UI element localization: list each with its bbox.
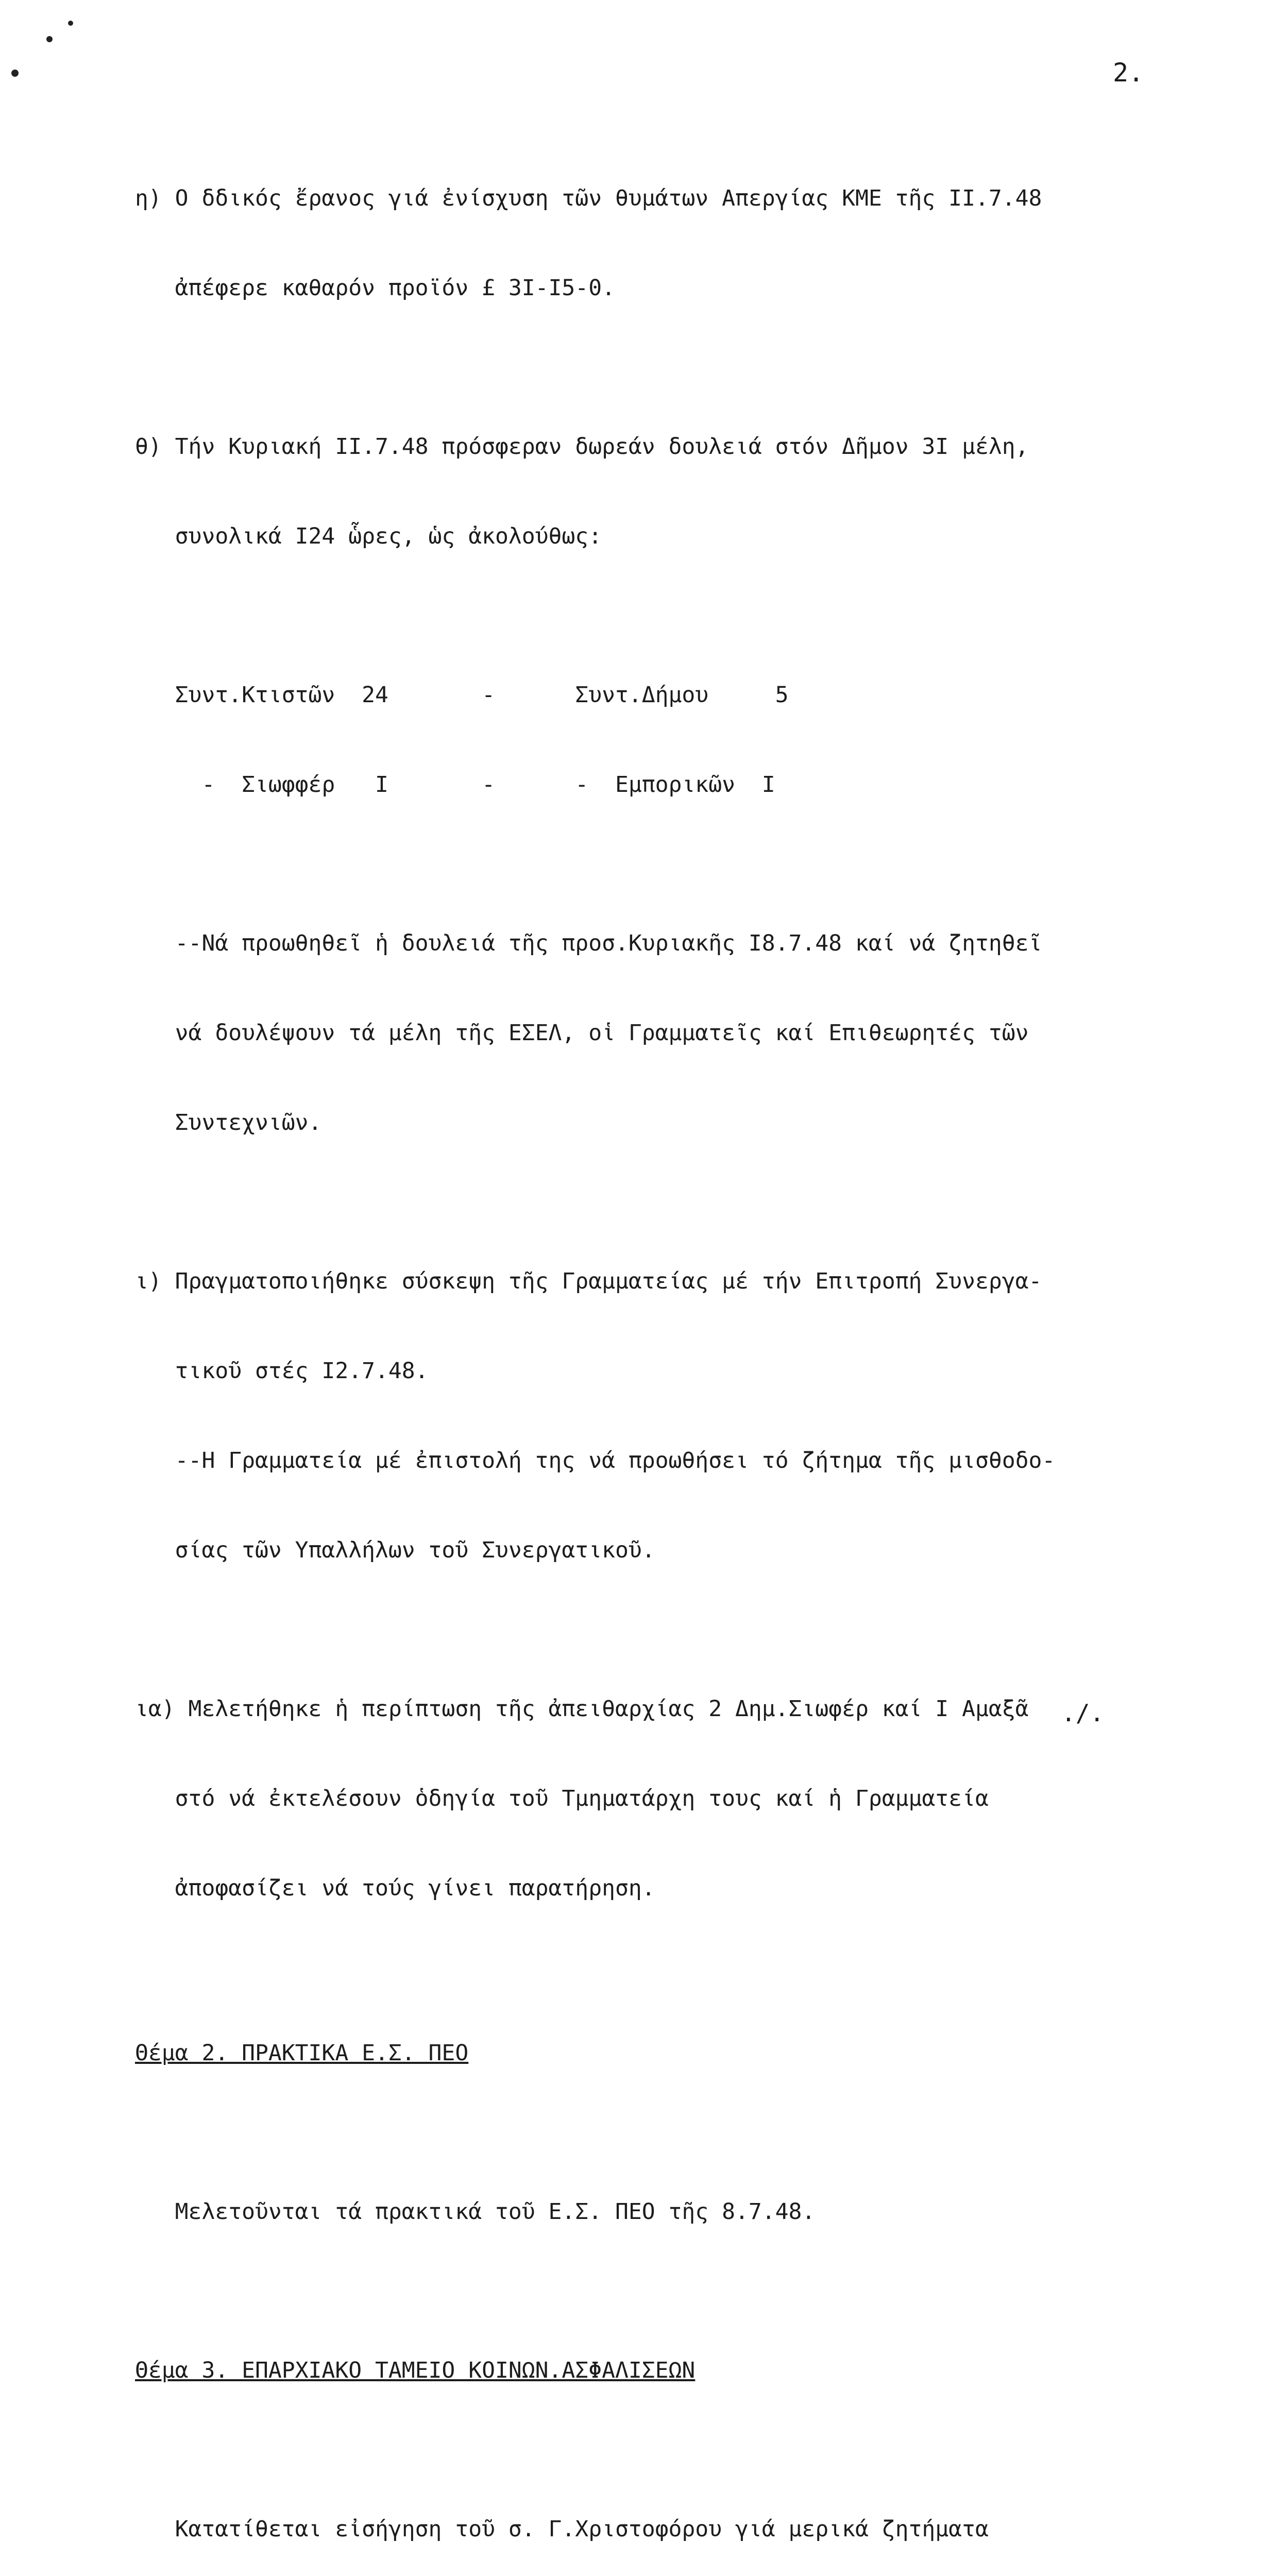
ink-speck bbox=[11, 70, 19, 77]
hours-table-row-1: Συντ.Κτιστῶν 24 - Συντ.Δήμου 5 bbox=[135, 682, 789, 708]
section-3-line-1: Κατατίθεται εἰσήγηση τοῦ σ. Γ.Χριστοφόρου γιά μερικά ζητήματα bbox=[135, 2516, 989, 2542]
item-iota-alpha-line-2: στό νά ἐκτελέσουν ὁδηγία τοῦ Τμηματάρχη τους καί ἡ Γραμματεία bbox=[135, 1786, 989, 1811]
continuation-mark: ./. bbox=[1061, 1699, 1105, 1727]
section-2-text: Μελετοῦνται τά πρακτικά τοῦ Ε.Σ. ΠΕΟ τῆς 8.7.48. bbox=[135, 2199, 816, 2225]
item-theta-note-line-1: --Νά προωθηθεῖ ἡ δουλειά τῆς προσ.Κυριακῆς Ι8.7.48 καί νά ζητηθεῖ bbox=[135, 930, 1042, 956]
section-heading-2: Θέμα 2. ΠΡΑΚΤΙΚΑ Ε.Σ. ΠΕΟ bbox=[135, 2040, 469, 2066]
item-iota-line-1: ι) Πραγματοποιήθηκε σύσκεψη τῆς Γραμματείας μέ τήν Επιτροπή Συνεργα- bbox=[135, 1268, 1042, 1294]
page-number: 2. bbox=[1113, 58, 1144, 88]
item-theta-line-1: θ) Τήν Κυριακή ΙΙ.7.48 πρόσφεραν δωρεάν δουλειά στόν Δῆμον 3Ι μέλη, bbox=[135, 434, 1029, 460]
item-iota-line-3: --Η Γραμματεία μέ ἐπιστολή της νά προωθήσει τό ζήτημα τῆς μισθοδο- bbox=[135, 1448, 1056, 1473]
item-eta-line-1: η) Ο δδικός ἔρανος γιά ἐνίσχυση τῶν θυμάτων Απεργίας ΚΜΕ τῆς ΙΙ.7.48 bbox=[135, 185, 1042, 211]
item-iota-line-4: σίας τῶν Υπαλλήλων τοῦ Συνεργατικοῦ. bbox=[135, 1537, 655, 1563]
item-eta-line-2: ἀπέφερε καθαρόν προϊόν £ 3Ι-Ι5-0. bbox=[135, 275, 615, 301]
hours-table-row-2: - Σιωφφέρ Ι - - Εμπορικῶν Ι bbox=[135, 772, 775, 798]
ink-speck bbox=[68, 21, 73, 26]
item-iota-line-2: τικοῦ στές Ι2.7.48. bbox=[135, 1358, 429, 1384]
ink-speck bbox=[46, 36, 53, 42]
item-theta-note-line-3: Συντεχνιῶν. bbox=[135, 1110, 322, 1136]
item-theta-note-line-2: νά δουλέψουν τά μέλη τῆς ΕΣΕΛ, οἱ Γραμματεῖς καί Επιθεωρητές τῶν bbox=[135, 1020, 1029, 1046]
item-iota-alpha-line-1: ια) Μελετήθηκε ἡ περίπτωση τῆς ἀπειθαρχίας 2 Δημ.Σιωφέρ καί Ι Αμαξᾶ bbox=[135, 1696, 1029, 1722]
section-heading-3: Θέμα 3. ΕΠΑΡΧΙΑΚΟ ΤΑΜΕΙΟ ΚΟΙΝΩΝ.ΑΣΦΑΛΙΣΕΩΝ bbox=[135, 2358, 696, 2383]
item-theta-line-2: συνολικά Ι24 ὧρες, ὡς ἀκολούθως: bbox=[135, 523, 602, 549]
item-iota-alpha-line-3: ἀποφασίζει νά τούς γίνει παρατήρηση. bbox=[135, 1875, 655, 1901]
document-body bbox=[135, 124, 1227, 2576]
